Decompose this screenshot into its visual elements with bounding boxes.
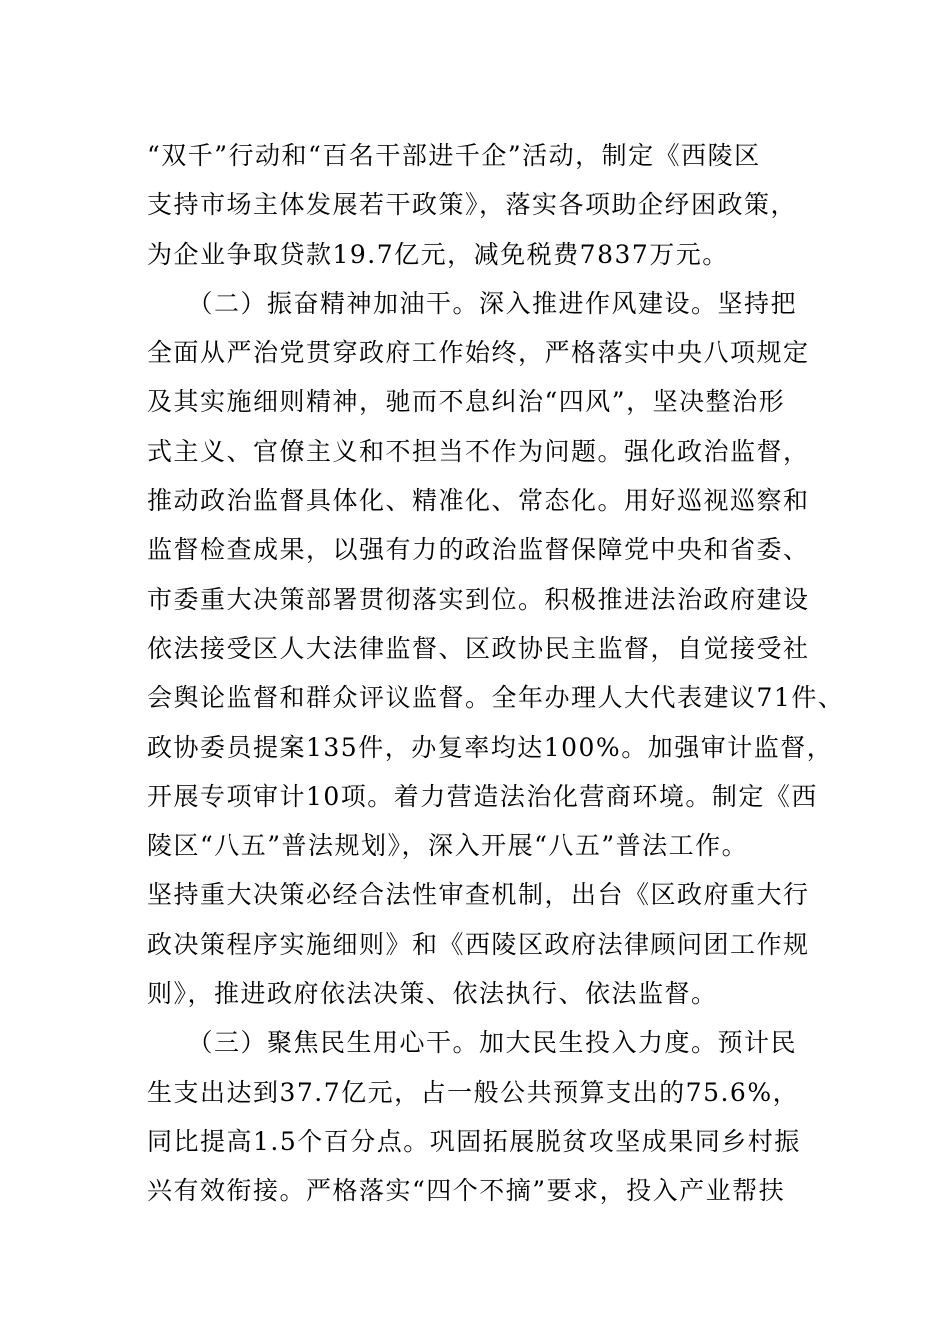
text-line: 同比提高1.5个百分点。巩固拓展脱贫攻坚成果同乡村振 <box>147 1126 801 1156</box>
text-line: 会舆论监督和群众评议监督。全年办理人大代表建议71件、 <box>147 683 845 713</box>
text-line: “双千”行动和“百名干部进千企”活动，制定《西陵区 <box>147 141 761 170</box>
text-line: 式主义、官僚主义和不担当不作为问题。强化政治监督， <box>147 436 810 466</box>
paragraph-heading-line: （三）聚焦民生用心干。加大民生投入力度。预计民 <box>147 1028 798 1058</box>
text-line: 为企业争取贷款19.7亿元，减免税费7837万元。 <box>147 239 729 269</box>
body-text <box>147 131 845 1216</box>
text-line: 陵区“八五”普法规划》，深入开展“八五”普法工作。 <box>147 831 749 861</box>
paragraph-heading-line: （二）振奋精神加油干。深入推进作风建设。坚持把 <box>147 288 798 318</box>
text-line: 市委重大决策部署贯彻落实到位。积极推进法治政府建设 <box>147 584 810 614</box>
text-line: 全面从严治党贯穿政府工作始终，严格落实中央八项规定 <box>147 338 810 368</box>
text-line: 监督检查成果，以强有力的政治监督保障党中央和省委、 <box>147 535 810 565</box>
text-line: 推动政治监督具体化、精准化、常态化。用好巡视巡察和 <box>147 486 810 516</box>
text-line: 兴有效衔接。严格落实“四个不摘”要求，投入产业帮扶 <box>147 1176 786 1206</box>
text-line: 政协委员提案135件，办复率均达100%。加强审计监督， <box>147 732 834 762</box>
text-line: 依法接受区人大法律监督、区政协民主监督，自觉接受社 <box>147 633 810 663</box>
text-line: 生支出达到37.7亿元，占一般公共预算支出的75.6%， <box>147 1077 800 1107</box>
text-line: 则》，推进政府依法决策、依法执行、依法监督。 <box>147 979 718 1009</box>
text-line: 及其实施细则精神，驰而不息纠治“四风”，坚决整治形 <box>147 387 786 417</box>
text-line: 坚持重大决策必经合法性审查机制，出台《区政府重大行 <box>147 880 810 910</box>
text-line: 开展专项审计10项。着力营造法治化营商环境。制定《西 <box>147 781 818 811</box>
text-line: 支持市场主体发展若干政策》，落实各项助企纾困政策， <box>147 190 798 220</box>
text-line: 政决策程序实施细则》和《西陵区政府法律顾问团工作规 <box>147 929 810 959</box>
